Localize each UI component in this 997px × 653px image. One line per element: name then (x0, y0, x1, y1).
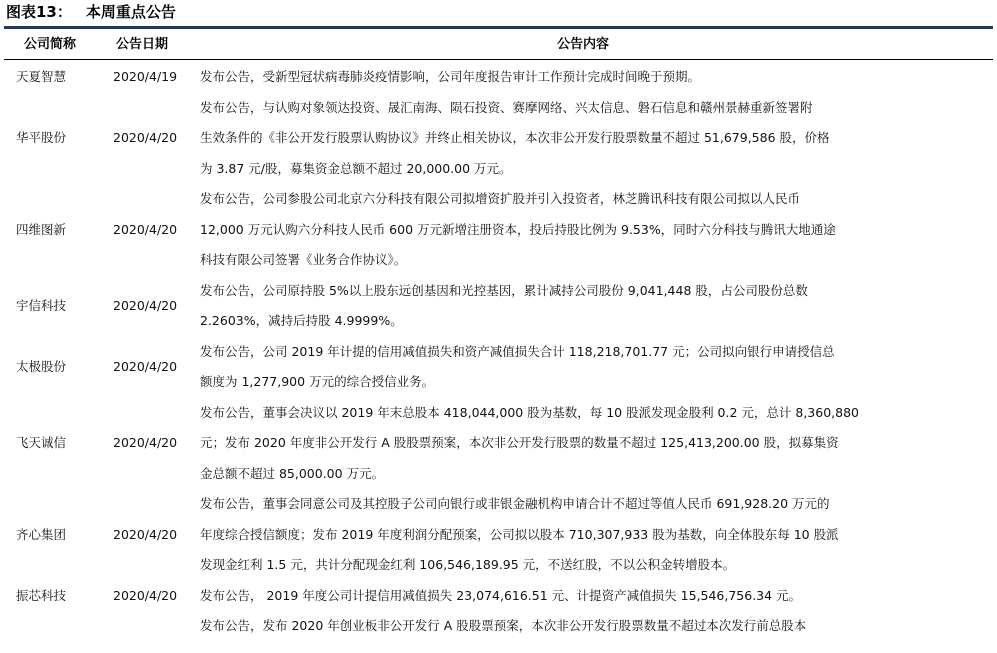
company-name: 宇信科技 (16, 297, 67, 313)
header-company: 公司简称 (24, 37, 77, 52)
company-name: 飞天诚信 (16, 435, 67, 450)
announcement-content-line: 发布公告，董事会决议以 2019 年末总股本 418,044,000 股为基数，每 10 股派发现金股利 0.2 元，总计 8,360,880 (200, 404, 859, 420)
company-name: 四维图新 (16, 221, 67, 237)
company-name: 振芯科技 (16, 587, 67, 603)
figure-label: 图表13： (6, 3, 72, 21)
announcement-content-line: 发布公告，与认购对象领达投资、晟汇南海、陨石投资、赛摩网络、兴太信息、磐石信息和赣州景赫重新签署附 (200, 99, 813, 115)
announcement-content-line: 12,000 万元认购六分科技人民币 600 万元新增注册资本，投后持股比例为 9.53%，同时六分科技与腾讯大地通途 (200, 221, 836, 237)
company-name: 齐心集团 (16, 526, 67, 542)
announcement-content-line: 元；发布 2020 年度非公开发行 A 股股票预案，本次非公开发行股票的数量不超过 125,413,200.00 股，拟募集资 (200, 435, 839, 450)
header-content: 公告内容 (557, 37, 610, 52)
announcement-date: 2020/4/19 (113, 69, 178, 84)
company-name: 太极股份 (16, 358, 67, 374)
title-rule (4, 26, 993, 29)
announcement-date: 2020/4/20 (113, 358, 178, 374)
announcement-date: 2020/4/20 (113, 221, 178, 237)
announcement-content-line: 发布公告，受新型冠状病毒肺炎疫情影响，公司年度报告审计工作预计完成时间晚于预期。 (200, 69, 701, 84)
announcement-date: 2020/4/20 (113, 435, 178, 450)
figure-title (6, 0, 176, 24)
header-rule (4, 59, 993, 60)
announcement-content-line: 金总额不超过 85,000.00 万元。 (200, 465, 385, 481)
announcement-content-line: 生效条件的《非公开发行股票认购协议》并终止相关协议，本次非公开发行股票数量不超过 51,679,586 股，价格 (200, 130, 830, 145)
announcement-date: 2020/4/20 (113, 297, 178, 313)
announcement-content-line: 年度综合授信额度；发布 2019 年度利润分配预案，公司拟以股本 710,307,933 股为基数，向全体股东每 10 股派 (200, 526, 839, 542)
announcement-content-line: 发布公告，董事会同意公司及其控股子公司向银行或非银金融机构申请合计不超过等值人民币 691,928.20 万元的 (200, 496, 830, 511)
announcement-content-line: 发布公告，公司参股公司北京六分科技有限公司拟增资扩股并引入投资者，林芝腾讯科技有限公司拟以人民币 (200, 191, 801, 206)
announcement-content-line: 发布公告，公司 2019 年计提的信用减值损失和资产减值损失合计 118,218,701.77 元；公司拟向银行申请授信总 (200, 343, 835, 359)
announcement-content-line: 发现金红利 1.5 元，共计分配现金红利 106,546,189.95 元，不送红股，不以公积金转增股本。 (200, 557, 736, 572)
figure-title-text: 本周重点公告 (85, 3, 176, 21)
header-date: 公告日期 (116, 37, 169, 52)
announcement-content-line: 科技有限公司签署《业务合作协议》。 (200, 252, 407, 267)
announcement-content-line: 为 3.87 元/股，募集资金总额不超过 20,000.00 万元。 (200, 160, 512, 176)
announcement-content-line: 发布公告， 2019 年度公司计提信用减值损失 23,074,616.51 元、计提资产减值损失 15,546,756.34 元。 (200, 587, 802, 603)
announcement-date: 2020/4/20 (113, 587, 178, 603)
announcement-content-line: 2.2603%，减持后持股 4.9999%。 (200, 313, 403, 328)
announcement-content-line: 发布公告，发布 2020 年创业板非公开发行 A 股股票预案，本次非公开发行股票数量不超过本次发行前总股本 (200, 618, 807, 633)
announcement-content-line: 发布公告，公司原持股 5%以上股东远创基因和光控基因，累计减持公司股份 9,041,448 股，占公司股份总数 (200, 282, 808, 298)
company-name: 天夏智慧 (16, 69, 67, 84)
announcement-content-line: 额度为 1,277,900 万元的综合授信业务。 (200, 374, 435, 389)
announcement-date: 2020/4/20 (113, 526, 178, 542)
company-name: 华平股份 (16, 130, 67, 145)
announcement-date: 2020/4/20 (113, 130, 178, 145)
